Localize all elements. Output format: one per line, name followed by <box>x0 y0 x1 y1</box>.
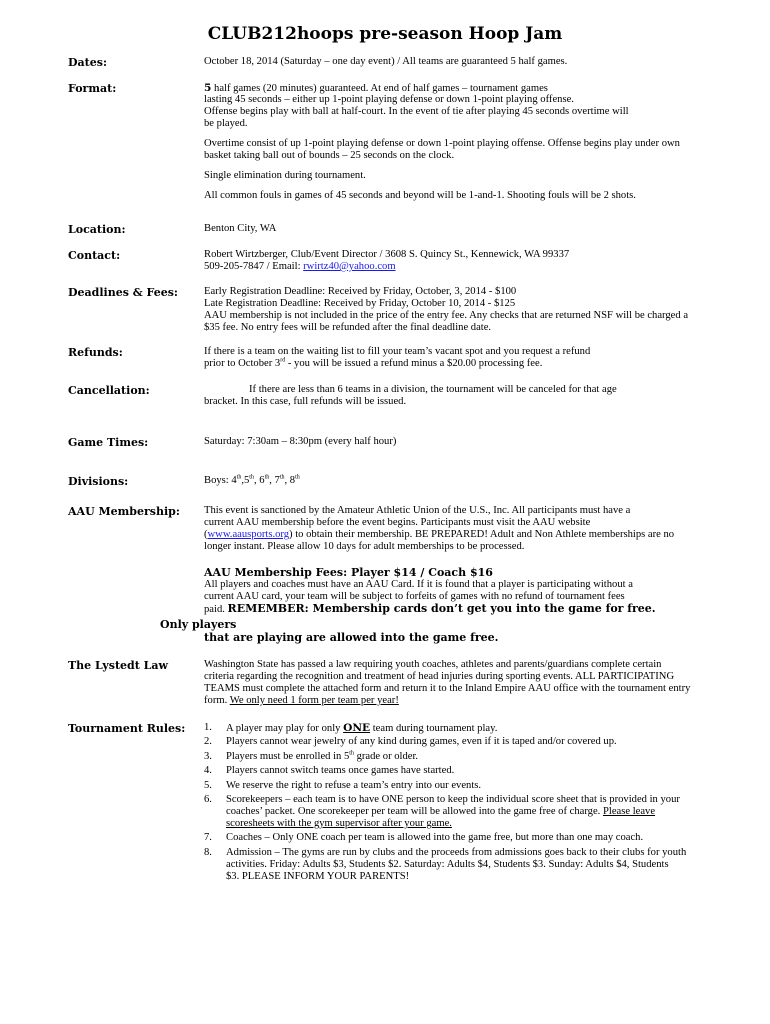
lystedt-law-text: Washington State has passed a law requiring youth coaches, athletes and parents/guardians complete certain criteria regarding the recognition and treatment of head injuries during sporting events. ALL PARTICIPATING TEAMS must complete the attached form and return it to the Inland Empire AAU office with the tournament entry form. We only need 1 form per team per year! <box>204 659 691 706</box>
dates-text: October 18, 2014 (Saturday – one day event) / All teams are guaranteed 5 half games. <box>204 56 568 67</box>
deadlines-text: Early Registration Deadline: Received by Friday, October, 3, 2014 - $100 Late Registration Deadline: Received by Friday, October 10, 2014 - $125 AAU membership is not included in the price of the entry fee. Any checks that are returned NSF will be charged a $35 fee. No entry fees will be refunded after the final deadline date. <box>204 286 689 333</box>
elimination-paragraph: Single elimination during tournament. <box>204 170 366 181</box>
dates-label: Dates: <box>68 56 107 69</box>
deadlines-label: Deadlines & Fees: <box>68 286 178 299</box>
rule-item: 6. Scorekeepers – each team is to have ONE person to keep the individual score sheet that is provided in your coaches’ packet. One scorekeeper per team will be allowed into the game free of charge. Please leave scoresheets with the gym supervisor after your game. <box>204 793 680 829</box>
rule-item: 8. Admission – The gyms are run by clubs and the proceeds from admissions goes back to their clubs for youth activities. Friday: Adults $3, Students $2. Saturday: Adults $4, Students $3. Sunday: Adults $4, Students $3. PLEASE INFORM YOUR PARENTS! <box>204 846 687 882</box>
lystedt-law-label: The Lystedt Law <box>68 659 168 672</box>
aau-membership-text: This event is sanctioned by the Amateur Athletic Union of the U.S., Inc. All participants must have a current AAU membership before the event begins. Participants must visit the AAU website (www.aausports.org) to obtain their membership. BE PREPARED! Adult and Non Athlete memberships are no longer instant. Please allow 10 days for adult memberships to be processed. <box>204 505 675 552</box>
fouls-paragraph: All common fouls in games of 45 seconds and beyond will be 1-and-1. Shooting fouls will be 2 shots. <box>204 190 636 201</box>
aau-membership-label: AAU Membership: <box>68 505 180 518</box>
format-label: Format: <box>68 82 117 95</box>
rule-item: 7. Coaches – Only ONE coach per team is allowed into the game free, but more than one may coach. <box>204 832 644 844</box>
game-times-text: Saturday: 7:30am – 8:30pm (every half hour) <box>204 436 397 447</box>
aau-website-link[interactable]: www.aausports.org <box>207 529 290 540</box>
aau-fees-block: AAU Membership Fees: Player $14 / Coach $16 All players and coaches must have an AAU Card. If it is found that a player is participating without a current AAU card, your team will be subject to forfeits of games with no refund of tournament fees paid. REMEMBER: Membership cards don’t get you into the game for free. <box>204 566 729 616</box>
refunds-text: If there is a team on the waiting list to fill your team’s vacant spot and you request a refund prior to October 3rd - you will be issued a refund minus a $20.00 processing fee. <box>204 346 591 369</box>
divisions-text: Boys: 4th,5th, 6th, 7th, 8th <box>204 474 300 486</box>
overtime-paragraph: Overtime consist of up 1-point playing defense or down 1-point playing offense. Offense begins play under own <box>204 138 680 149</box>
cancellation-text: If there are less than 6 teams in a division, the tournament will be canceled for that age bracket. In this case, full refunds will be issued. <box>204 384 617 407</box>
tournament-rules-list <box>204 722 734 883</box>
only-players-text: Only players <box>160 618 237 631</box>
contact-text: Robert Wirtzberger, Club/Event Director / 3608 S. Quincy St., Kennewick, WA 99337 509-205-7847 / Email: rwirtz40@yahoo.com <box>204 249 570 272</box>
cancellation-label: Cancellation: <box>68 384 150 397</box>
email-link[interactable]: rwirtz40@yahoo.com <box>303 261 396 272</box>
format-text: 5 half games (20 minutes) guaranteed. At end of half games – tournament games lasting 45 seconds – either up 1-point playing defense or down 1-point playing offense. Offense begins play with ball at half-court. In the event of tie after playing 45 seconds overtime will be played. Overtime consist of up 1-point playing defense or down 1-point playing offense. Offense begins play under own basket taking ball out of bounds – 25 seconds on the clock. Single elimination during tournament. All common fouls in games of 45 seconds and beyond will be 1-and-1. Shooting fouls will be 2 shots. <box>204 82 729 202</box>
rule-item: 1. A player may play for only ONE team during tournament play. <box>204 722 498 734</box>
rule-item: 5. We reserve the right to refuse a team’s entry into our events. <box>204 779 482 791</box>
rule-item: 4. Players cannot switch teams once games have started. <box>204 765 455 777</box>
tournament-rules-label: Tournament Rules: <box>68 722 186 735</box>
playing-free-text: that are playing are allowed into the game free. <box>204 631 499 644</box>
location-label: Location: <box>68 223 126 236</box>
rule-item: 3. Players must be enrolled in 5th grade or older. <box>204 750 419 762</box>
location-text: Benton City, WA <box>204 223 277 234</box>
refunds-label: Refunds: <box>68 346 123 359</box>
rule-item: 2. Players cannot wear jewelry of any kind during games, even if it is taped and/or covered up. <box>204 736 617 748</box>
game-times-label: Game Times: <box>68 436 149 449</box>
remember-notice: REMEMBER: Membership cards don’t get you into the game for free. <box>227 602 656 615</box>
aau-fees-heading: AAU Membership Fees: Player $14 / Coach $16 <box>204 566 493 579</box>
page-title: CLUB212hoops pre-season Hoop Jam <box>207 24 563 44</box>
format-bold-number: 5 <box>204 82 212 94</box>
divisions-label: Divisions: <box>68 475 129 488</box>
contact-label: Contact: <box>68 249 121 262</box>
